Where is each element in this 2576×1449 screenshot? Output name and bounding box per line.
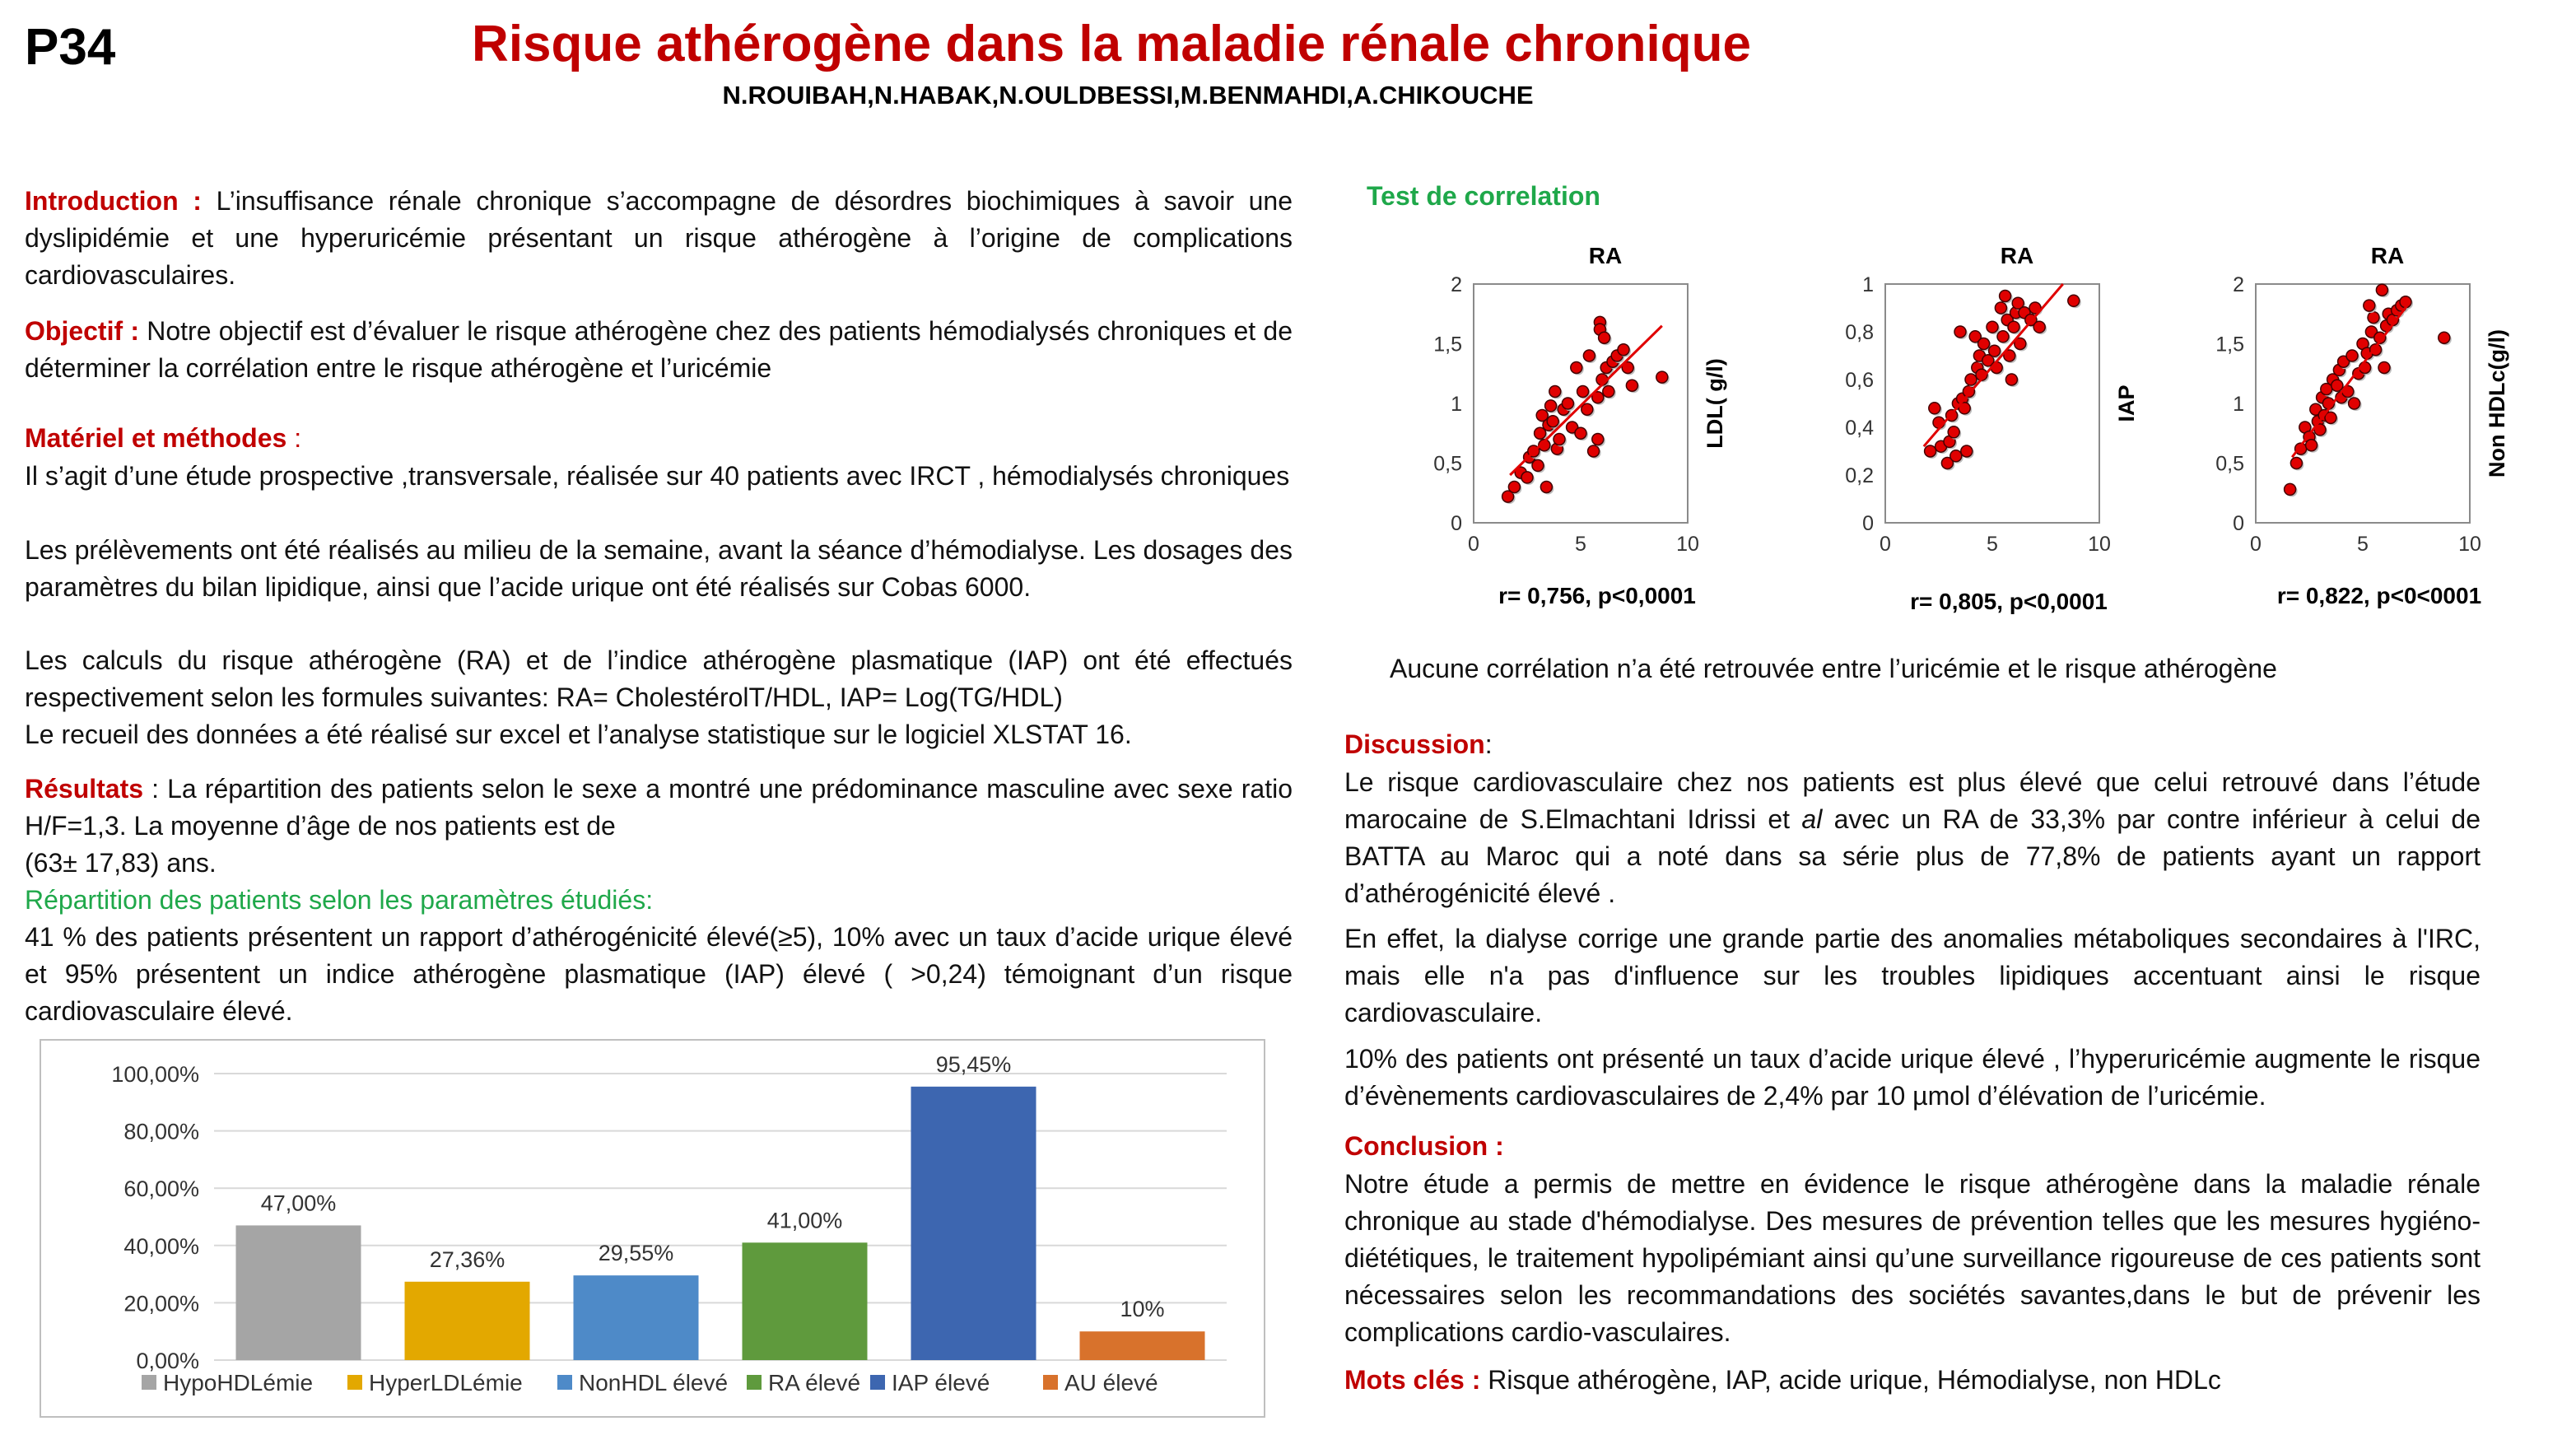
- keywords-label: Mots clés :: [1344, 1365, 1481, 1395]
- y-tick-label: 100,00%: [111, 1062, 199, 1087]
- bar-data-label: 27,36%: [429, 1246, 505, 1272]
- results-subheading: Répartition des patients selon les paramètres étudiés:: [25, 885, 654, 915]
- data-point: [1545, 400, 1557, 412]
- plot-area: [1474, 284, 1688, 523]
- data-point: [1575, 427, 1586, 439]
- bar-3: [574, 1275, 699, 1360]
- y-tick-label: 0: [1862, 512, 1874, 535]
- data-point: [1626, 380, 1637, 391]
- data-point: [1592, 434, 1604, 445]
- scatter-chart-iap: [1811, 235, 2157, 622]
- bar-chart-panel: [40, 1039, 1265, 1418]
- y-axis-label: LDL( g/l): [1703, 358, 1727, 449]
- y-tick-label: 0,8: [1845, 321, 1874, 344]
- scatter-chart-nonhdl: [2182, 235, 2527, 622]
- discussion-p1-italic: al: [1801, 804, 1823, 834]
- y-tick-label: 0,2: [1845, 464, 1874, 487]
- data-point: [1581, 403, 1593, 415]
- data-point: [1554, 434, 1565, 445]
- y-tick-label: 0,4: [1845, 417, 1874, 440]
- scatter-chart-ldl: [1400, 235, 1762, 622]
- y-tick-label: 0,5: [2215, 452, 2244, 476]
- y-tick-label: 2: [1451, 273, 1462, 296]
- bar-5: [911, 1087, 1036, 1360]
- methods-heading: [25, 420, 1293, 457]
- data-point: [1583, 350, 1595, 361]
- data-point: [2033, 321, 2045, 333]
- y-tick-label: 20,00%: [123, 1291, 199, 1316]
- data-point: [1599, 332, 1610, 343]
- results-age: (63± 17,83) ans.: [25, 848, 217, 878]
- x-tick-label: 10: [2088, 533, 2111, 556]
- data-point: [1948, 426, 1959, 438]
- data-point: [2005, 374, 2017, 385]
- conclusion-label: Conclusion :: [1344, 1131, 1504, 1161]
- discussion-p1: [1344, 764, 2481, 912]
- keywords-text: Risque athérogène, IAP, acide urique, Hémodialyse, non HDLc: [1480, 1365, 2221, 1395]
- data-point: [1577, 386, 1589, 398]
- y-tick-label: 1: [1862, 273, 1874, 296]
- data-point: [1562, 398, 1573, 409]
- data-point: [2000, 291, 2011, 302]
- y-tick-label: 0,6: [1845, 369, 1874, 392]
- data-point: [2439, 332, 2450, 343]
- x-tick-label: 10: [2458, 533, 2481, 556]
- data-point: [1588, 445, 1600, 457]
- data-point: [2068, 295, 2080, 306]
- correlation-stat: r= 0,756, p<0,0001: [1498, 583, 1696, 608]
- bar-chart: [41, 1041, 1264, 1416]
- x-tick-label: 10: [1676, 533, 1699, 556]
- data-point: [1656, 371, 1668, 383]
- data-point: [1547, 416, 1558, 427]
- discussion-label: Discussion: [1344, 729, 1485, 759]
- legend-swatch: [870, 1375, 885, 1390]
- data-point: [1532, 459, 1544, 471]
- methods-p4: Le recueil des données a été réalisé sur excel et l’analyse statistique sur le logiciel XLSTAT 16.: [25, 720, 1132, 749]
- data-point: [1978, 338, 1990, 350]
- data-point: [2349, 398, 2360, 409]
- y-tick-label: 1,5: [1433, 333, 1462, 356]
- y-axis-label: Non HDLc(g/l): [2485, 329, 2509, 478]
- methods-p1: Il s’agit d’une étude prospective ,transversale, réalisée sur 40 patients avec IRCT , hémodialysés chroniques: [25, 461, 1290, 491]
- results-paragraph: [25, 771, 1293, 845]
- data-point: [1571, 362, 1582, 374]
- x-tick-label: 5: [2357, 533, 2369, 556]
- y-tick-label: 60,00%: [123, 1176, 199, 1202]
- results-text: : La répartition des patients selon le sexe a montré une prédominance masculine avec sexe ratio H/F=1,3. La moyenne d’âge de nos patients est de: [25, 774, 1293, 841]
- legend-label: AU élevé: [1064, 1370, 1158, 1395]
- data-point: [2368, 312, 2379, 324]
- data-point: [1929, 403, 1940, 414]
- results-label: Résultats: [25, 774, 144, 804]
- legend-swatch: [557, 1375, 572, 1390]
- data-point: [1995, 302, 2006, 314]
- data-point: [1618, 344, 1629, 356]
- data-point: [1965, 374, 1977, 385]
- data-point: [1540, 482, 1552, 493]
- bar-1: [236, 1225, 361, 1360]
- y-tick-label: 40,00%: [123, 1233, 199, 1259]
- data-point: [1961, 445, 1973, 457]
- legend-label: HyperLDLémie: [369, 1370, 523, 1395]
- y-tick-label: 0: [1451, 512, 1462, 535]
- scatter-title: RA: [2000, 243, 2034, 268]
- data-point: [1989, 345, 2001, 356]
- methods-p2: Les prélèvements ont été réalisés au milieu de la semaine, avant la séance d’hémodialyse. Les dosages des paramètres du bilan lipidique, ainsi que l’acide urique ont été réalisés sur Cobas 6000.: [25, 535, 1293, 602]
- x-tick-label: 0: [2250, 533, 2262, 556]
- introduction-paragraph: [25, 183, 1293, 294]
- y-tick-label: 2: [2233, 273, 2244, 296]
- data-point: [1549, 386, 1561, 398]
- x-tick-label: 0: [1880, 533, 1891, 556]
- y-tick-label: 0,5: [1433, 452, 1462, 476]
- trend-line: [1924, 284, 2063, 446]
- methods-label-colon: :: [286, 423, 302, 453]
- legend-swatch: [142, 1375, 156, 1390]
- methods-label: Matériel et méthodes: [25, 423, 287, 453]
- data-point: [1508, 482, 1520, 493]
- bar-data-label: 29,55%: [598, 1241, 674, 1266]
- data-point: [2306, 440, 2317, 451]
- correlation-stat: r= 0,822, p<0<0001: [2276, 583, 2482, 608]
- discussion-colon: :: [1484, 729, 1493, 759]
- legend-label: NonHDL élevé: [579, 1370, 729, 1395]
- bar-6: [1080, 1331, 1205, 1360]
- y-tick-label: 0: [2233, 512, 2244, 535]
- discussion-heading: [1344, 726, 2481, 763]
- data-point: [1521, 472, 1533, 483]
- data-point: [2325, 412, 2336, 423]
- y-tick-label: 80,00%: [123, 1119, 199, 1144]
- plot-area: [1885, 284, 2099, 523]
- y-tick-label: 1,5: [2215, 333, 2244, 356]
- bar-data-label: 47,00%: [260, 1190, 337, 1216]
- data-point: [2290, 458, 2302, 469]
- results-findings: 41 % des patients présentent un rapport d’athérogénicité élevé(≥5), 10% avec un taux d’acide urique élevé et 95% présentent un indice athérogène plasmatique (IAP) élevé ( >0,24) témoignant d’un risque cardiovasculaire élevé.: [25, 922, 1293, 1026]
- data-point: [2331, 380, 2343, 391]
- data-point: [1987, 321, 1998, 333]
- legend-label: RA élevé: [768, 1370, 861, 1395]
- bar-2: [405, 1282, 530, 1360]
- trend-line: [2292, 302, 2410, 458]
- poster-title: Risque athérogène dans la maladie rénale chronique: [472, 16, 1751, 72]
- y-tick-label: 1: [2233, 393, 2244, 416]
- x-tick-label: 0: [1468, 533, 1479, 556]
- x-tick-label: 5: [1575, 533, 1586, 556]
- scatter-title: RA: [1588, 243, 1623, 268]
- data-point: [1950, 450, 1962, 462]
- data-point: [1925, 445, 1936, 457]
- scatter-title: RA: [2370, 243, 2405, 268]
- data-point: [2378, 362, 2390, 374]
- y-axis-label: IAP: [2114, 384, 2139, 422]
- bar-data-label: 41,00%: [766, 1208, 843, 1233]
- methods-p3: Les calculs du risque athérogène (RA) et de l’indice athérogène plasmatique (IAP) ont été effectués respectivement selon les formules suivantes: RA= CholestérolT/HDL, IAP= Log(TG/HDL): [25, 645, 1293, 712]
- authors: N.ROUIBAH,N.HABAK,N.OULDBESSI,M.BENMAHDI,A.CHIKOUCHE: [722, 81, 1534, 109]
- y-tick-label: 1: [1451, 393, 1462, 416]
- legend-swatch: [1043, 1375, 1058, 1390]
- legend-swatch: [747, 1375, 762, 1390]
- data-point: [2285, 483, 2296, 495]
- objectif-label: Objectif :: [25, 316, 140, 346]
- objectif-text: Notre objectif est d’évaluer le risque athérogène chez des patients hémodialysés chroniques et de déterminer la corrélation entre le risque athérogène et l’uricémie: [25, 316, 1293, 383]
- data-point: [2346, 350, 2358, 361]
- trend-line: [1510, 326, 1662, 475]
- data-point: [1603, 386, 1614, 398]
- discussion-p1-b: avec un RA de 33,3% par contre inférieur à celui de BATTA au Maroc qui a noté dans sa série plus de 77,8% de patients ayant un rapport d’athérogénicité élevé .: [1344, 804, 2481, 908]
- legend-swatch: [347, 1375, 362, 1390]
- bar-data-label: 10%: [1120, 1297, 1165, 1322]
- data-point: [2008, 321, 2019, 333]
- data-point: [1997, 331, 2009, 342]
- x-tick-label: 5: [1987, 533, 1998, 556]
- discussion-p2: En effet, la dialyse corrige une grande partie des anomalies métaboliques secondaires à l'IRC, mais elle n'a pas d'influence sur les troubles lipidiques accentuant ainsi le risque cardiovasculaire.: [1344, 924, 2481, 1027]
- introduction-label: Introduction :: [25, 186, 202, 216]
- poster-id: P34: [25, 19, 116, 76]
- objectif-paragraph: [25, 313, 1293, 387]
- data-point: [2376, 284, 2387, 296]
- correlation-heading: Test de correlation: [1367, 181, 1600, 211]
- discussion-p3: 10% des patients ont présenté un taux d’acide urique élevé , l’hyperuricémie augmente le risque d’évènements cardiovasculaires de 2,4% par 10 µmol d’élévation de l’uricémie.: [1344, 1044, 2481, 1111]
- y-tick-label: 0,00%: [136, 1349, 199, 1373]
- data-point: [2364, 300, 2375, 311]
- legend-label: HypoHDLémie: [163, 1370, 314, 1395]
- correlation-note: Aucune corrélation n’a été retrouvée entre l’uricémie et le risque athérogène: [1390, 654, 2277, 683]
- correlation-stat: r= 0,805, p<0,0001: [1910, 589, 2108, 614]
- bar-data-label: 95,45%: [935, 1051, 1012, 1077]
- legend-label: IAP élevé: [892, 1370, 990, 1395]
- discussion-p1-a: Le risque cardiovasculaire chez nos patients est plus élevé que celui retrouvé dans l’étude marocaine de S.Elmachtani Idrissi et: [1344, 767, 2481, 834]
- introduction-text: L’insuffisance rénale chronique s’accompagne de désordres biochimiques à savoir une dyslipidémie et une hyperuricémie présentant un risque athérogène à l’origine de complications cardiovasculaires.: [25, 186, 1293, 290]
- bar-4: [743, 1242, 868, 1360]
- keywords: [1344, 1362, 2481, 1399]
- data-point: [1954, 326, 1966, 338]
- conclusion-text: Notre étude a permis de mettre en évidence le risque athérogène dans la maladie rénale chronique au stade d'hémodialyse. Des mesures de prévention telles que les mesures hygiéno-diététiques, le traitement hypolipémiant ainsi qu’une surveillance rigoureuse de ces patients sont nécessaires selon les recommandations des sociétés savantes,dans le but de prévenir les complications cardio-vasculaires.: [1344, 1169, 2481, 1347]
